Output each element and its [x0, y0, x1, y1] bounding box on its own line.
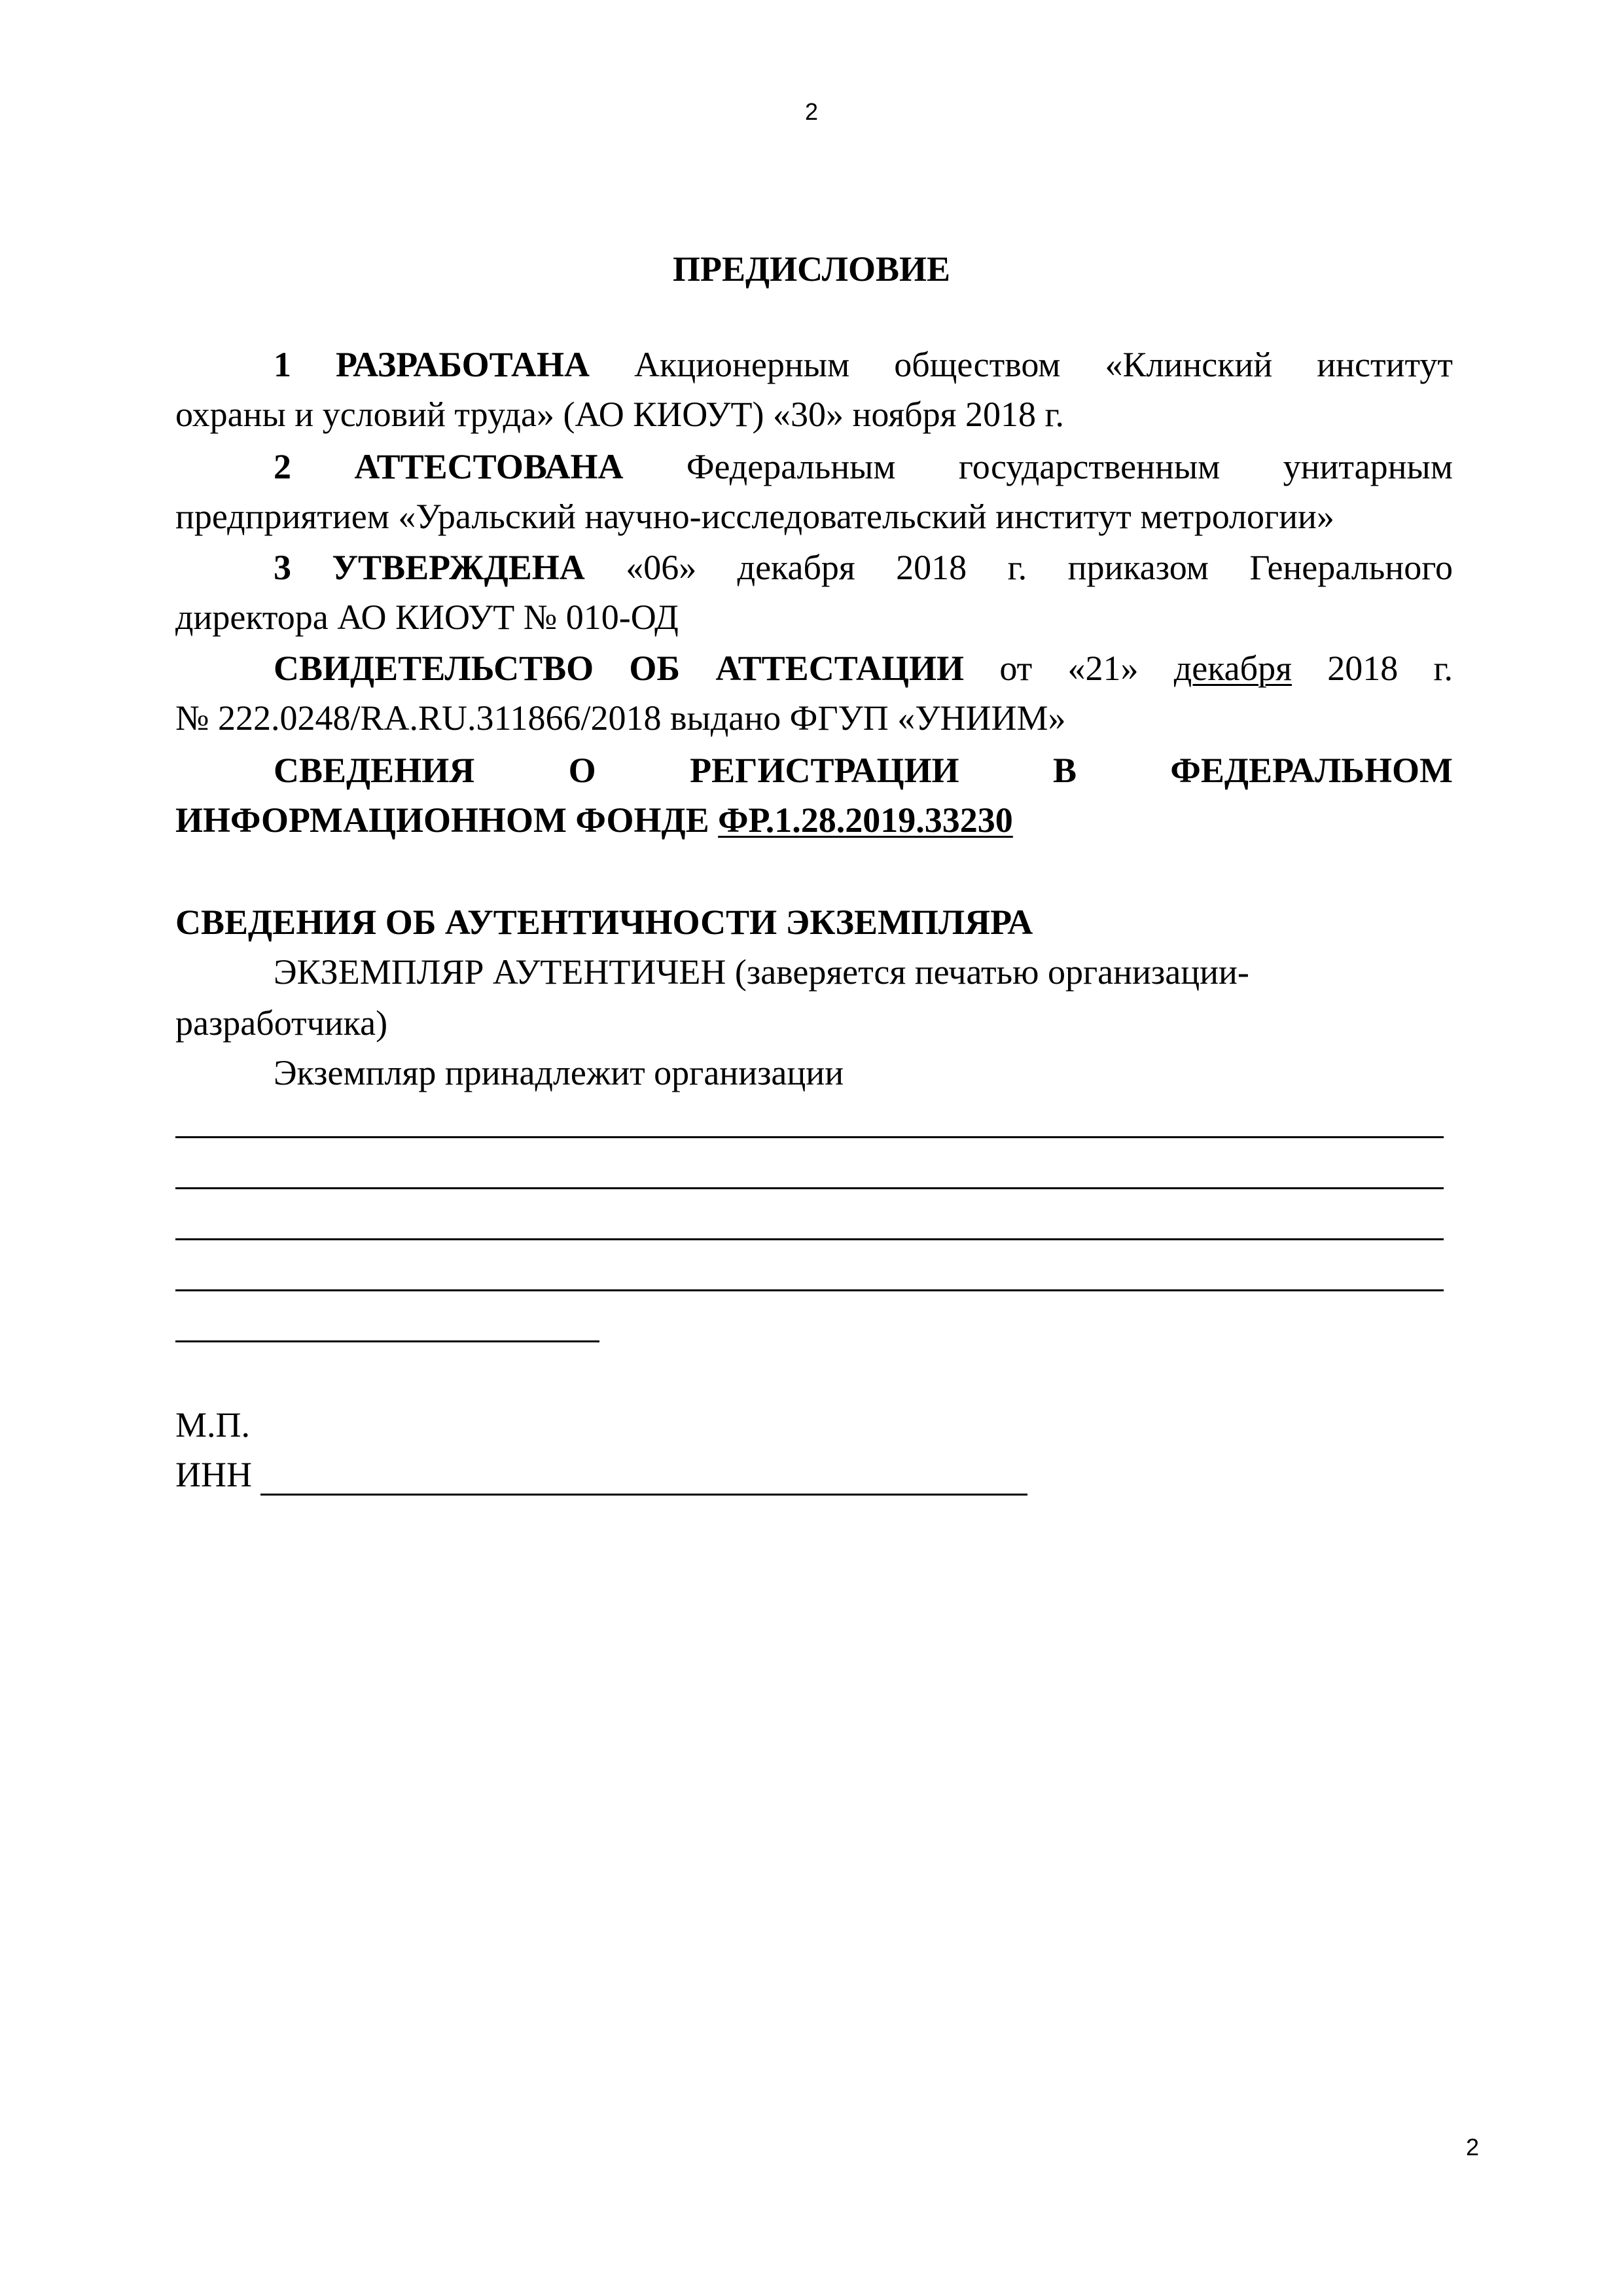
- fill-in-line-short: [175, 1340, 599, 1342]
- authenticity-owner: Экземпляр принадлежит организации: [274, 1053, 844, 1092]
- inn-fill-line: [260, 1494, 1027, 1496]
- certificate-line1: [175, 651, 1453, 686]
- authenticity-line1: ЭКЗЕМПЛЯР АУТЕНТИЧЕН (заверяется печатью организации-: [274, 952, 1249, 992]
- item2-text: Федеральным государственным унитарным: [686, 447, 1453, 486]
- item1-label: 1 РАЗРАБОТАНА: [274, 345, 590, 384]
- item3-text: «06» декабря 2018 г. приказом Генерального: [626, 548, 1453, 587]
- registration-line2: [175, 802, 1453, 838]
- item3-line2: директора АО КИОУТ № 010-ОД: [175, 598, 679, 637]
- fill-in-line: [175, 1136, 1444, 1138]
- certificate-month: декабря: [1173, 649, 1292, 688]
- certificate-label: СВИДЕТЕЛЬСТВО ОБ АТТЕСТАЦИИ: [274, 649, 965, 688]
- item3-label: 3 УТВЕРЖДЕНА: [274, 548, 585, 587]
- certificate-year: 2018 г.: [1327, 649, 1454, 688]
- fill-in-line: [175, 1289, 1444, 1291]
- stamp-label: М.П.: [175, 1405, 251, 1444]
- certificate-prefix: от «21»: [999, 649, 1139, 688]
- item2-label: 2 АТТЕСТОВАНА: [274, 447, 624, 486]
- page-number-top: 2: [804, 98, 819, 125]
- certificate-line2: № 222.0248/RA.RU.311866/2018 выдано ФГУП «УНИИМ»: [175, 698, 1066, 738]
- authenticity-heading: СВЕДЕНИЯ ОБ АУТЕНТИЧНОСТИ ЭКЗЕМПЛЯРА: [175, 903, 1033, 942]
- inn-label: ИНН: [175, 1455, 252, 1494]
- item1-line1: [175, 347, 1453, 382]
- fill-in-line: [175, 1187, 1444, 1189]
- item3-line1: [175, 550, 1453, 585]
- page-title: ПРЕДИСЛОВИЕ: [672, 249, 951, 289]
- registration-number: ФР.1.28.2019.33230: [718, 800, 1013, 840]
- registration-label: ИНФОРМАЦИОННОМ ФОНДЕ: [175, 800, 709, 840]
- fill-in-line: [175, 1238, 1444, 1240]
- page-number-bottom: 2: [1465, 2134, 1479, 2161]
- item1-text: Акционерным обществом «Клинский институт: [634, 345, 1453, 384]
- item1-line2: охраны и условий труда» (АО КИОУТ) «30» ноября 2018 г.: [175, 395, 1065, 434]
- authenticity-line2: разработчика): [175, 1003, 388, 1043]
- item2-line1: [175, 449, 1453, 484]
- item2-line2: предприятием «Уральский научно-исследовательский институт метрологии»: [175, 497, 1334, 536]
- registration-line1: СВЕДЕНИЯ О РЕГИСТРАЦИИ В ФЕДЕРАЛЬНОМ: [274, 751, 1453, 790]
